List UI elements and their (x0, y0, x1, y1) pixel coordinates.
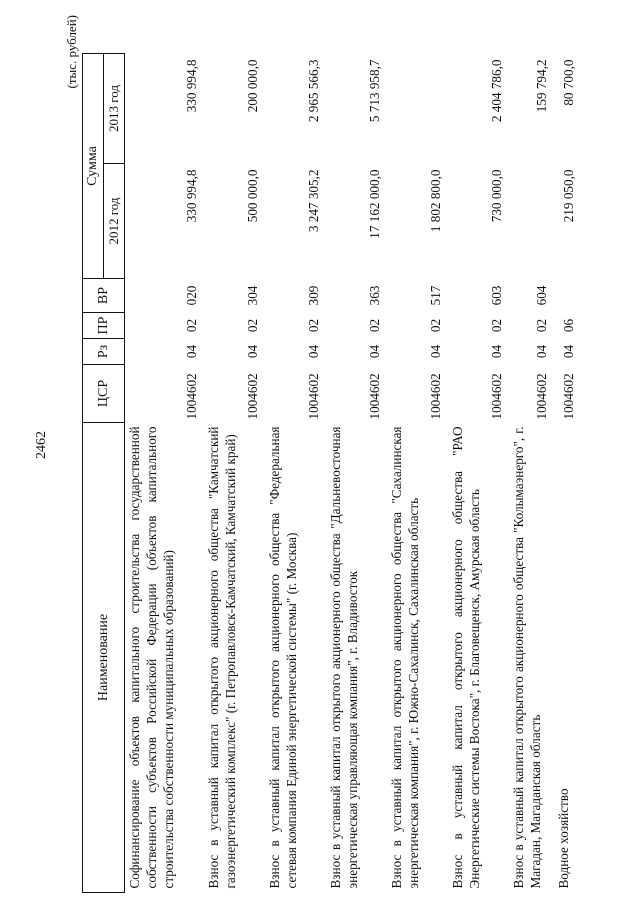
row-csr: 1004602 (489, 373, 505, 420)
row-sum-2013: 330 994,8 (184, 59, 200, 113)
table-row (326, 54, 387, 893)
header-vr: ВР (83, 279, 125, 313)
row-rz: 04 (489, 344, 505, 359)
row-vr: 309 (306, 285, 322, 306)
row-sum-2012: 219 050,0 (561, 169, 577, 223)
table-row (125, 54, 205, 893)
row-rz: 04 (534, 344, 550, 359)
budget-table (82, 53, 581, 893)
row-csr: 1004602 (561, 373, 577, 420)
row-rz: 04 (184, 344, 200, 359)
row-csr: 1004602 (534, 373, 550, 420)
row-rz: 04 (428, 344, 444, 359)
row-pr: 02 (489, 318, 505, 333)
header-year-2013: 2013 год (104, 54, 125, 164)
row-sum-2012: 17 162 000,0 (367, 169, 383, 239)
row-sum-2013: 200 000,0 (245, 59, 261, 113)
row-sum-2013 (387, 54, 448, 164)
units-note: (тыс. рублей) (64, 15, 79, 89)
row-sum-2012: 1 802 800,0 (428, 169, 444, 233)
row-rz: 04 (561, 344, 577, 359)
row-name: Взнос в уставный капитал открытого акционерного общества "Камчатский газоэнергетический комплекс" (г. Петропавловск-Камчатский, Камчатский край) (206, 426, 238, 889)
row-vr: 604 (534, 285, 550, 306)
table-row (554, 54, 581, 893)
row-sum-2013: 5 713 958,7 (367, 59, 383, 123)
page-number: 2462 (34, 431, 49, 459)
row-sum-2012: 500 000,0 (245, 169, 261, 223)
row-rz: 04 (245, 344, 261, 359)
row-vr (554, 279, 581, 313)
row-sum-2013: 2 965 566,3 (306, 59, 322, 123)
row-name: Взнос в уставный капитал открытого акционерного общества "Колымаэнерго", г. Магадан, Магаданская область (511, 426, 543, 889)
row-vr: 304 (245, 285, 261, 306)
row-name: Взнос в уставный капитал открытого акционерного общества "РАО Энергетические системы Востока", г. Благовещенск, Амурская область (450, 426, 482, 889)
table-row (387, 54, 448, 893)
row-name: Взнос в уставный капитал открытого акционерного общества "Дальневосточная энергетическая управляющая компания", г. Владивосток (328, 426, 360, 889)
header-csr: ЦСР (83, 365, 125, 423)
row-vr: 603 (489, 285, 505, 306)
row-sum-2012: 730 000,0 (489, 169, 505, 223)
header-pr: ПР (83, 313, 125, 339)
row-sum-2013: 80 700,0 (561, 59, 577, 106)
row-csr: 1004602 (245, 373, 261, 420)
row-sum-2013: 159 794,2 (534, 59, 550, 113)
table-row (448, 54, 509, 893)
row-sum-2012: 330 994,8 (184, 169, 200, 223)
row-name: Водное хозяйство (556, 788, 571, 889)
row-pr: 02 (306, 318, 322, 333)
table-row (265, 54, 326, 893)
header-year-2012: 2012 год (104, 164, 125, 279)
row-pr: 02 (428, 318, 444, 333)
row-name: Взнос в уставный капитал открытого акционерного общества "Федеральная сетевая компания Единой энергетической системы" (г. Москва) (267, 426, 299, 889)
row-name: Софинансирование объектов капитального строительства государственной собственности субъектов Российской Федерации (объектов капитального строительства собственности муниципальных образований) (127, 426, 176, 889)
row-vr: 517 (428, 285, 444, 306)
row-csr: 1004602 (367, 373, 383, 420)
row-pr: 06 (561, 318, 577, 333)
row-pr: 02 (367, 318, 383, 333)
row-sum-2012 (509, 164, 554, 279)
row-vr: 020 (184, 285, 200, 306)
row-name: Взнос в уставный капитал открытого акционерного общества "Сахалинская энергетическая компания", г. Южно-Сахалинск, Сахалинская область (389, 426, 421, 889)
row-csr: 1004602 (306, 373, 322, 420)
header-name: Наименование (83, 423, 125, 893)
row-vr: 363 (367, 285, 383, 306)
row-pr: 02 (184, 318, 200, 333)
header-sum: Сумма (83, 54, 104, 279)
row-rz: 04 (306, 344, 322, 359)
row-csr: 1004602 (428, 373, 444, 420)
table-row (204, 54, 265, 893)
table-row (509, 54, 554, 893)
row-pr: 02 (245, 318, 261, 333)
row-csr: 1004602 (184, 373, 200, 420)
row-pr: 02 (534, 318, 550, 333)
row-rz: 04 (367, 344, 383, 359)
row-sum-2012: 3 247 305,2 (306, 169, 322, 233)
row-sum-2013: 2 404 786,0 (489, 59, 505, 123)
header-rz: Рз (83, 339, 125, 365)
